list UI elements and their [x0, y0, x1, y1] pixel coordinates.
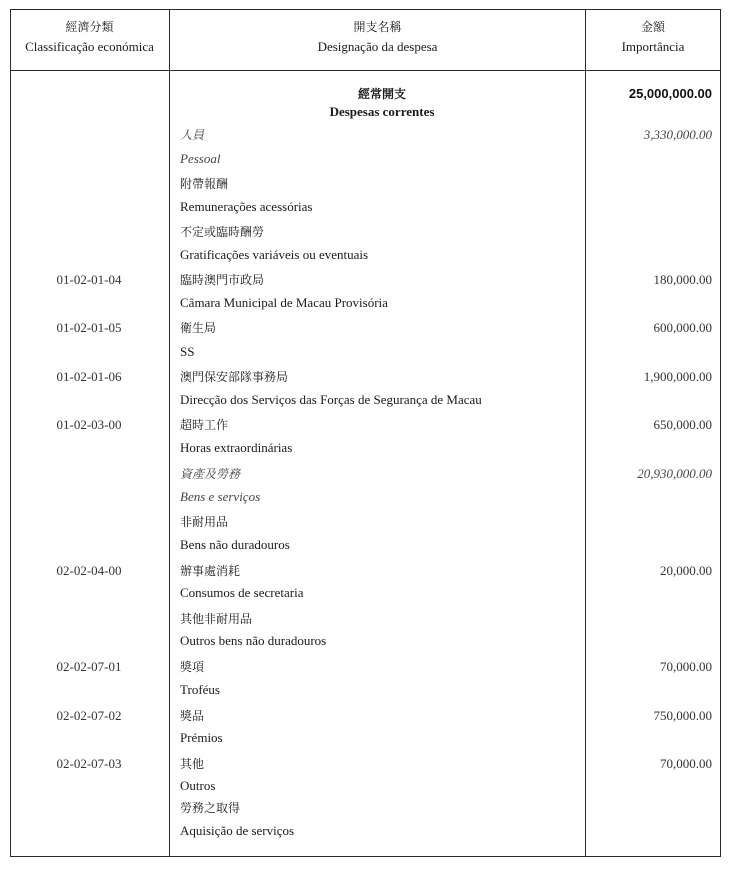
row-description: Despesas correntes [329, 104, 435, 119]
table-row [10, 728, 721, 748]
row-code: 02-02-07-03 [56, 756, 122, 771]
row-code: 01-02-01-04 [56, 272, 122, 287]
row-description: Outros [180, 778, 216, 793]
row-description: 臨時澳門市政局 [180, 273, 265, 287]
header-divider [10, 70, 721, 71]
table-row [10, 342, 721, 362]
row-description: 資產及勞務 [180, 467, 241, 481]
table-row [10, 415, 721, 435]
table-row [10, 318, 721, 338]
row-description: 辦事處消耗 [180, 564, 241, 578]
table-row [10, 821, 721, 841]
row-code: 02-02-04-00 [56, 563, 122, 578]
header-classification [10, 18, 169, 56]
table-row [10, 706, 721, 726]
row-description: 非耐用品 [180, 515, 229, 529]
row-code: 01-02-03-00 [56, 417, 122, 432]
row-description: 超時工作 [180, 418, 229, 432]
table-row [10, 84, 721, 104]
table-row [10, 293, 721, 313]
header-designation [170, 18, 585, 56]
table-row [10, 631, 721, 651]
row-code: 02-02-07-02 [56, 708, 122, 723]
header-classification-zh: 經濟分類 [65, 20, 114, 34]
row-amount: 180,000.00 [653, 272, 712, 287]
row-amount: 1,900,000.00 [643, 369, 712, 384]
table-row [10, 487, 721, 507]
row-description: Gratificações variáveis ou eventuais [180, 247, 369, 262]
row-description: Remunerações acessórias [180, 199, 313, 214]
row-description: 勞務之取得 [180, 801, 241, 815]
table-row [10, 149, 721, 169]
header-designation-zh: 開支名稱 [353, 20, 402, 34]
table-row [10, 561, 721, 581]
table-row [10, 609, 721, 629]
row-description: 經常開支 [357, 87, 406, 101]
row-description: Direcção dos Serviços das Forças de Segurança de Macau [180, 392, 482, 407]
table-row [10, 390, 721, 410]
header-designation-pt: Designação da despesa [317, 39, 438, 54]
table-row [10, 438, 721, 458]
table-row [10, 222, 721, 242]
row-amount: 650,000.00 [653, 417, 712, 432]
table-row [10, 367, 721, 387]
row-amount: 3,330,000.00 [643, 127, 712, 142]
row-code: 02-02-07-01 [56, 659, 122, 674]
header-amount-pt: Importância [621, 39, 685, 54]
table-row [10, 680, 721, 700]
row-amount: 25,000,000.00 [628, 86, 712, 101]
row-amount: 70,000.00 [660, 756, 712, 771]
row-description: Aquisição de serviços [180, 823, 295, 838]
row-description: 其他非耐用品 [180, 612, 253, 626]
row-description: Consumos de secretaria [180, 585, 304, 600]
table-row [10, 776, 721, 796]
row-description: 澳門保安部隊事務局 [180, 370, 289, 384]
row-description: 其他 [180, 757, 205, 771]
row-description: Pessoal [180, 151, 221, 166]
row-amount: 600,000.00 [653, 320, 712, 335]
row-description: Troféus [180, 682, 220, 697]
row-description: Bens não duradouros [180, 537, 290, 552]
row-code: 01-02-01-06 [56, 369, 122, 384]
row-description: 衛生局 [180, 321, 217, 335]
row-description: Câmara Municipal de Macau Provisória [180, 295, 388, 310]
row-amount: 750,000.00 [653, 708, 712, 723]
header-amount-zh: 金額 [640, 20, 665, 34]
row-amount: 20,000.00 [660, 563, 712, 578]
header-amount [586, 18, 720, 56]
row-description: 獎項 [180, 660, 205, 674]
row-description: Horas extraordinárias [180, 440, 293, 455]
table-row [10, 535, 721, 555]
table-row [10, 245, 721, 265]
table-row [10, 174, 721, 194]
header-classification-pt: Classificação económica [25, 39, 154, 54]
row-description: Bens e serviços [180, 489, 261, 504]
row-amount: 20,930,000.00 [637, 466, 712, 481]
table-row [10, 512, 721, 532]
row-description: 不定或臨時酬勞 [180, 225, 265, 239]
row-description: 獎品 [180, 709, 205, 723]
table-row [10, 270, 721, 290]
table-row [10, 657, 721, 677]
table-row [10, 102, 721, 122]
table-row [10, 125, 721, 145]
row-description: Prémios [180, 730, 223, 745]
table-row [10, 798, 721, 818]
row-description: Outros bens não duradouros [180, 633, 327, 648]
table-row [10, 754, 721, 774]
row-description: 人員 [180, 128, 205, 142]
row-description: SS [180, 344, 195, 359]
table-row [10, 464, 721, 484]
row-description: 附帶報酬 [180, 177, 229, 191]
row-amount: 70,000.00 [660, 659, 712, 674]
table-row [10, 197, 721, 217]
table-row [10, 583, 721, 603]
row-code: 01-02-01-05 [56, 320, 122, 335]
